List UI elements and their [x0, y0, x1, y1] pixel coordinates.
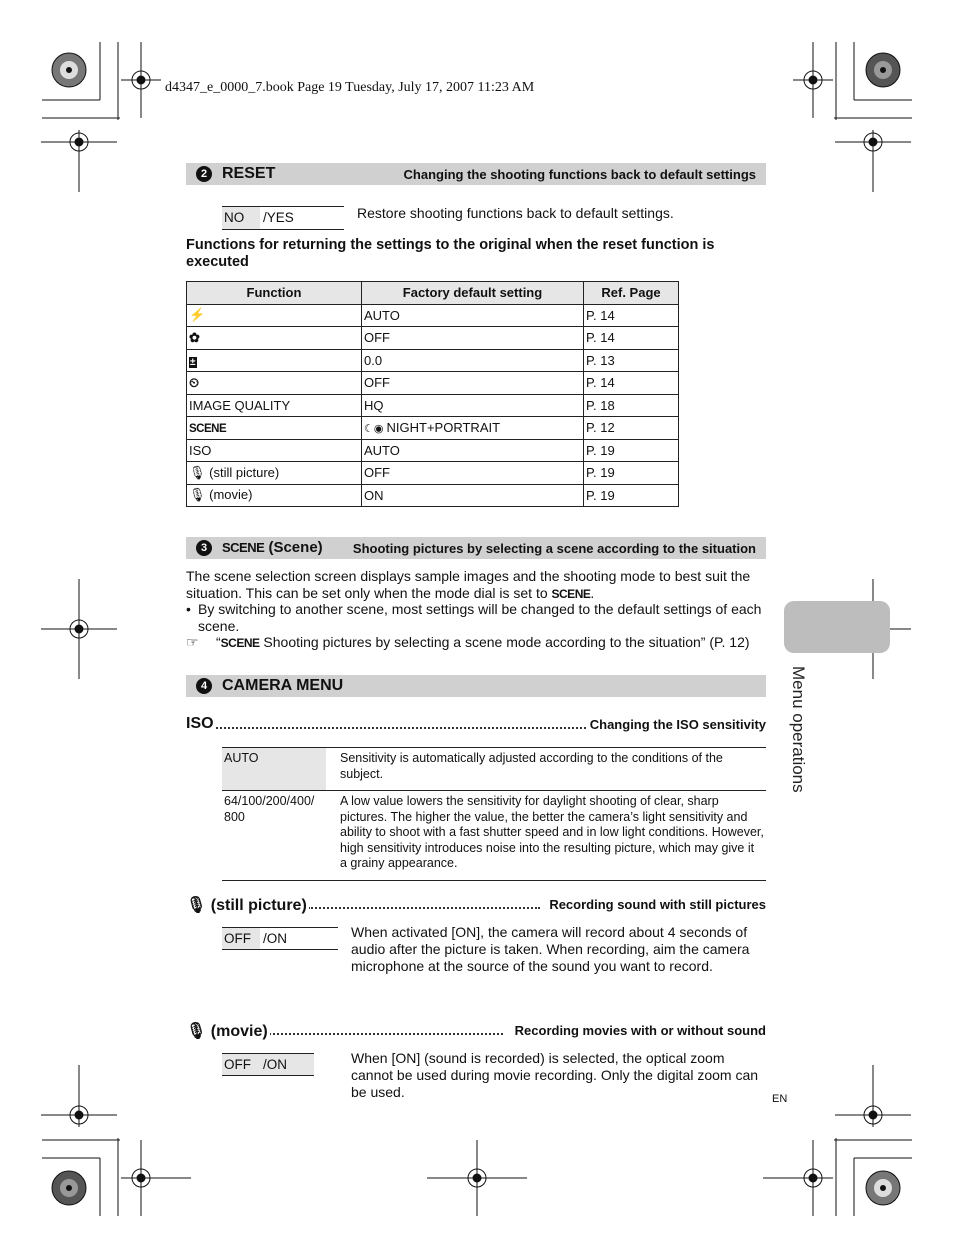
- still-description: When activated [ON], the camera will record about 4 seconds of audio after the picture is taken. When recording, aim the camera microphone at the source of the sound you want to record.: [351, 924, 750, 974]
- table-cell: P. 12: [584, 417, 679, 440]
- table-cell: ISO: [187, 439, 362, 462]
- still-picture-subtitle: Recording sound with still pictures: [549, 897, 766, 912]
- movie-heading: [186, 1021, 766, 1039]
- table-cell: OFF: [362, 372, 584, 395]
- table-row: [187, 394, 679, 417]
- still-options: [222, 927, 338, 950]
- table-row: [222, 748, 766, 791]
- still-picture-label: 🎙︎ (still picture): [186, 897, 307, 914]
- table-cell: Sensitivity is automatically adjusted according to the conditions of the subject.: [340, 751, 723, 781]
- section-number: 4: [196, 678, 212, 694]
- microphone-icon: 🎙︎: [189, 464, 206, 480]
- scene-title: SCENE (Scene): [222, 539, 323, 556]
- movie-description: When [ON] (sound is recorded) is selected, the optical zoom cannot be used during movie recording. Only the digital zoom can be used.: [351, 1050, 759, 1100]
- table-cell: ☾◉ NIGHT+PORTRAIT: [362, 417, 584, 440]
- option-no: NO: [224, 210, 245, 225]
- table-cell: OFF: [362, 327, 584, 350]
- table-row: [187, 304, 679, 327]
- table-cell: P. 19: [584, 439, 679, 462]
- side-tab-label: Menu operations: [789, 666, 808, 793]
- reset-options: [222, 206, 344, 230]
- table-cell: P. 19: [584, 462, 679, 485]
- movie-label: 🎙︎ (movie): [186, 1023, 268, 1040]
- table-row: [187, 417, 679, 440]
- iso-subtitle: Changing the ISO sensitivity: [589, 717, 766, 732]
- table-cell: OFF: [362, 462, 584, 485]
- print-header: d4347_e_0000_7.book Page 19 Tuesday, July 17, 2007 11:23 AM: [165, 80, 535, 95]
- table-row: [187, 439, 679, 462]
- option-on: /ON: [263, 931, 288, 946]
- section-number: 2: [196, 166, 212, 182]
- table-cell: P. 13: [584, 349, 679, 372]
- reset-title: RESET: [222, 165, 276, 182]
- table-cell: ON: [362, 484, 584, 507]
- night-portrait-icon: ☾◉: [364, 423, 387, 436]
- table-cell: AUTO: [362, 304, 584, 327]
- iso-table: [222, 747, 766, 881]
- table-cell: A low value lowers the sensitivity for daylight shooting of clear, sharp pictures. The higher the value, the better the camera’s light sensitivity and ability to shoot with a fast shutter speed and in low light conditions. However, high sensitivity introduces noise into the resulting picture, which may give it a grainy appearance.: [340, 794, 764, 870]
- table-row: [187, 462, 679, 485]
- camera-menu-title: CAMERA MENU: [222, 677, 344, 694]
- scene-icon: SCENE: [222, 540, 265, 555]
- option-off: OFF: [224, 1057, 251, 1072]
- table-cell: P. 19: [584, 484, 679, 507]
- language-label: EN: [772, 1093, 788, 1105]
- table-cell: 🎙︎ (still picture): [187, 462, 362, 485]
- column-header: Function: [187, 282, 362, 305]
- reset-subtitle: Changing the shooting functions back to default settings: [403, 167, 756, 182]
- option-on: /ON: [263, 1057, 288, 1072]
- table-cell: 0.0: [362, 349, 584, 372]
- macro-icon: ✿: [187, 327, 362, 350]
- column-header: Factory default setting: [362, 282, 584, 305]
- table-cell: HQ: [362, 394, 584, 417]
- movie-options: [222, 1053, 314, 1076]
- table-cell: P. 14: [584, 304, 679, 327]
- option-yes: /YES: [263, 210, 294, 225]
- microphone-icon: 🎙︎: [189, 487, 206, 503]
- table-cell: 🎙︎ (movie): [187, 484, 362, 507]
- reset-section-bar: [186, 163, 766, 185]
- scene-reference: ☞ “SCENE Shooting pictures by selecting a scene mode according to the situation” (P. 12): [186, 634, 750, 650]
- movie-subtitle: Recording movies with or without sound: [514, 1023, 766, 1038]
- table-cell: P. 14: [584, 327, 679, 350]
- table-cell: AUTO: [222, 748, 326, 791]
- table-cell: 64/100/200/400/ 800: [224, 794, 315, 824]
- exposure-compensation-icon: ±: [187, 349, 362, 372]
- table-row: [222, 791, 766, 881]
- table-row: [187, 484, 679, 507]
- camera-menu-section-bar: [186, 675, 766, 697]
- scene-icon: SCENE: [551, 587, 591, 601]
- functions-heading: Functions for returning the settings to the original when the reset function is executed: [186, 237, 715, 270]
- option-off: OFF: [224, 931, 251, 946]
- scene-icon: SCENE: [220, 636, 260, 650]
- table-header-row: [187, 282, 679, 305]
- iso-heading: [186, 715, 766, 733]
- table-cell: P. 18: [584, 394, 679, 417]
- table-row: [187, 327, 679, 350]
- scene-icon: SCENE: [187, 417, 362, 440]
- table-cell: IMAGE QUALITY: [187, 394, 362, 417]
- microphone-icon: 🎙︎: [186, 897, 207, 914]
- section-number: 3: [196, 540, 212, 556]
- reset-description: Restore shooting functions back to default settings.: [357, 205, 674, 221]
- scene-subtitle: Shooting pictures by selecting a scene according to the situation: [352, 541, 756, 556]
- table-cell: AUTO: [362, 439, 584, 462]
- side-tab: [784, 601, 890, 653]
- table-row: [187, 349, 679, 372]
- scene-bullet: • By switching to another scene, most settings will be changed to the default settings of each scene.: [186, 601, 762, 634]
- reset-table: [186, 281, 679, 507]
- microphone-icon: 🎙︎: [186, 1023, 207, 1040]
- table-row: [187, 372, 679, 395]
- reference-pointer-icon: ☞: [186, 634, 199, 650]
- iso-label: ISO: [186, 715, 214, 732]
- flash-icon: ⚡: [187, 304, 362, 327]
- scene-paragraph: The scene selection screen displays sample images and the shooting mode to best suit the situation. This can be set only when the mode dial is set to SCENE.: [186, 568, 751, 601]
- column-header: Ref. Page: [584, 282, 679, 305]
- scene-section-bar: [186, 537, 766, 559]
- self-timer-icon: ⏲: [187, 372, 362, 395]
- still-picture-heading: [186, 895, 766, 913]
- table-cell: P. 14: [584, 372, 679, 395]
